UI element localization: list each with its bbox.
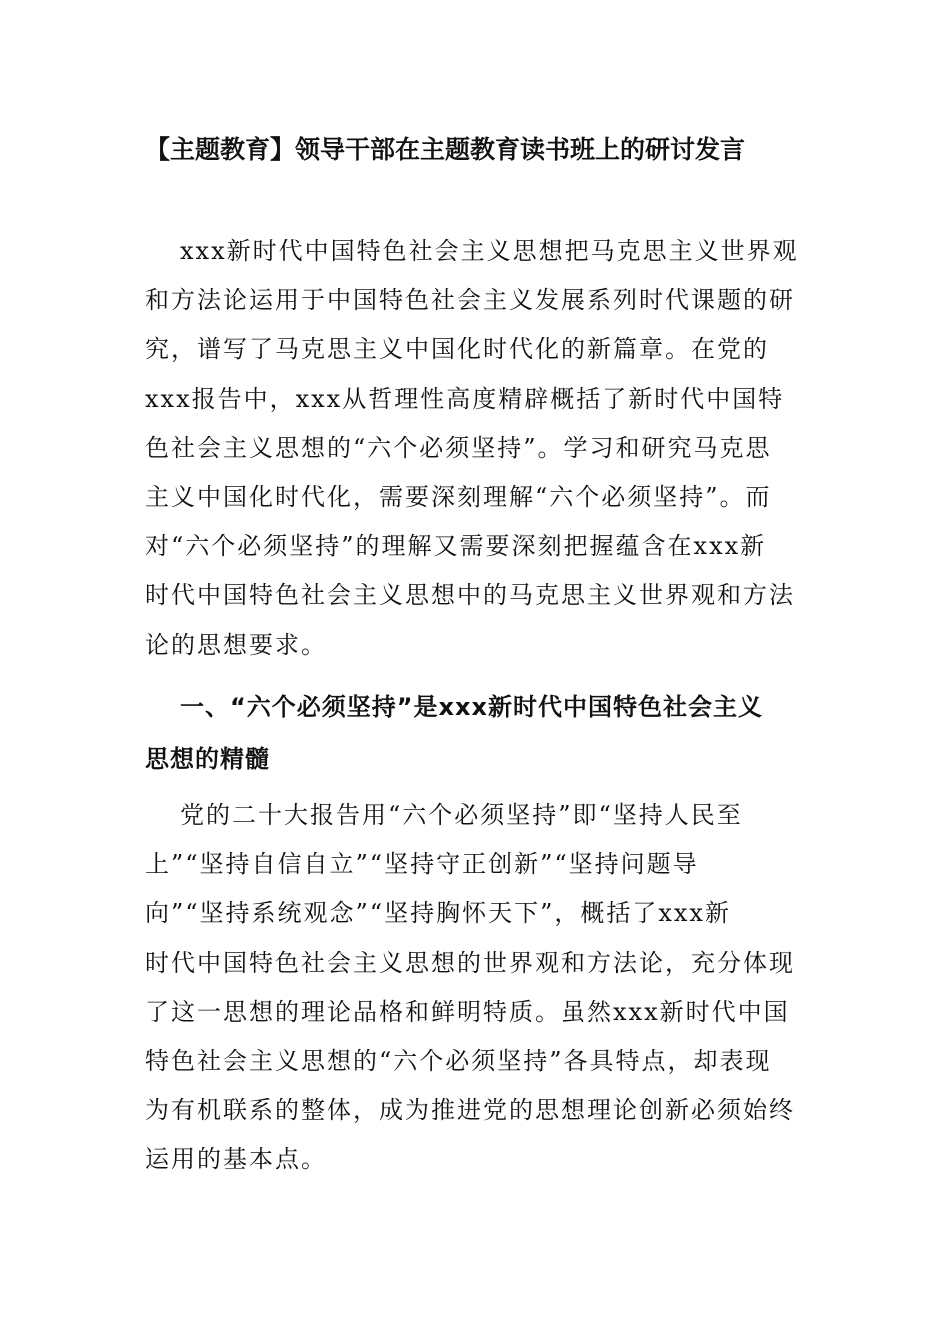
paragraph-line: 上”“坚持自信自立”“坚持守正创新”“坚持问题导 bbox=[145, 850, 699, 879]
paragraph-line: 色社会主义思想的“六个必须坚持”。学习和研究马克思 bbox=[145, 433, 772, 462]
paragraph-line: 特色社会主义思想的“六个必须坚持”各具特点，却表现 bbox=[145, 1046, 772, 1075]
paragraph-line: 了这一思想的理论品格和鲜明特质。虽然xxx新时代中国 bbox=[145, 997, 790, 1026]
paragraph-line: xxx新时代中国特色社会主义思想把马克思主义世界观 bbox=[180, 237, 799, 265]
paragraph-line: 党的二十大报告用“六个必须坚持”即“坚持人民至 bbox=[180, 801, 743, 829]
document-title: 【主题教育】领导干部在主题教育读书班上的研讨发言 bbox=[145, 135, 746, 164]
paragraph-line: 论的思想要求。 bbox=[145, 630, 327, 659]
paragraph-line: 向”“坚持系统观念”“坚持胸怀天下”，概括了xxx新 bbox=[145, 899, 731, 928]
paragraph-line: 时代中国特色社会主义思想的世界观和方法论，充分体现 bbox=[145, 948, 795, 977]
paragraph-line: 主义中国化时代化，需要深刻理解“六个必须坚持”。而 bbox=[145, 482, 772, 511]
paragraph-line: 运用的基本点。 bbox=[145, 1145, 327, 1174]
body-paragraph-1 bbox=[145, 227, 805, 670]
paragraph-line: 和方法论运用于中国特色社会主义发展系列时代课题的研 bbox=[145, 286, 795, 315]
paragraph-line: xxx报告中，xxx从哲理性高度精辟概括了新时代中国特 bbox=[145, 384, 785, 413]
section-heading-1 bbox=[145, 683, 805, 787]
paragraph-line: 对“六个必须坚持”的理解又需要深刻把握蕴含在xxx新 bbox=[145, 532, 767, 561]
paragraph-line: 究，谱写了马克思主义中国化时代化的新篇章。在党的 bbox=[145, 335, 769, 364]
heading-line: 思想的精髓 bbox=[145, 745, 270, 773]
paragraph-line: 为有机联系的整体，成为推进党的思想理论创新必须始终 bbox=[145, 1096, 795, 1125]
paragraph-line: 时代中国特色社会主义思想中的马克思主义世界观和方法 bbox=[145, 581, 795, 610]
body-paragraph-2 bbox=[145, 791, 805, 1185]
heading-line: 一、“六个必须坚持”是xxx新时代中国特色社会主义 bbox=[180, 693, 763, 721]
